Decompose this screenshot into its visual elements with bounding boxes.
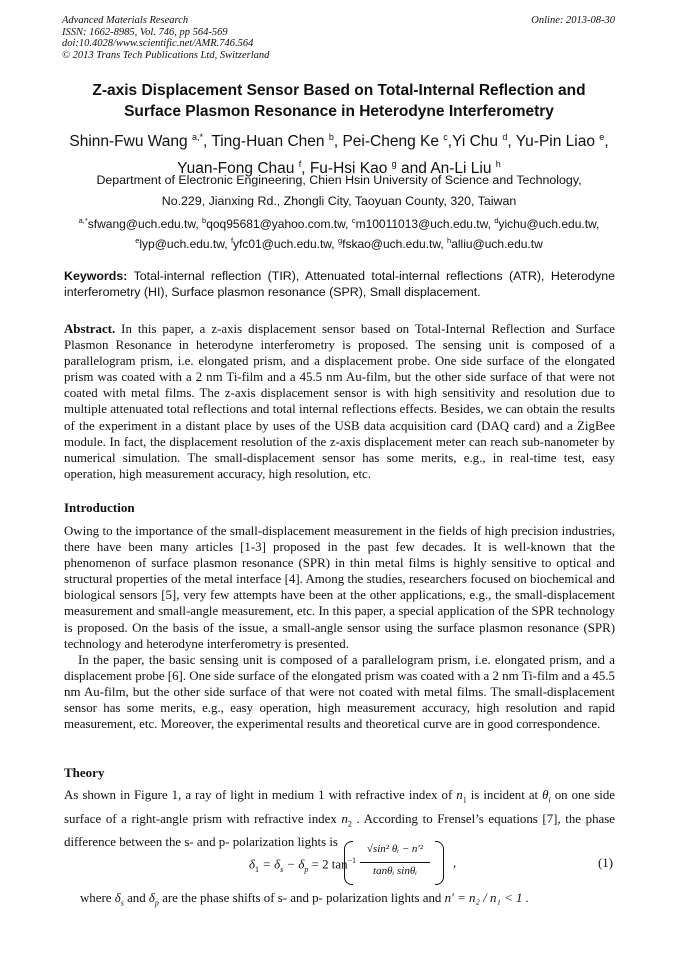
author-affiliation-mark: e bbox=[599, 132, 605, 142]
eq-delta-s: = δ bbox=[259, 857, 281, 872]
keywords-text: Total-internal reflection (TIR), Attenuated total-internal reflections (ATR), Heterodyne interferometry (HI), Surface plasmon resonance (SPR), Small displacement. bbox=[64, 269, 615, 299]
author-name: Yu-Pin Liao bbox=[515, 133, 600, 151]
title-line-1: Z-axis Displacement Sensor Based on Total-Internal Reflection and bbox=[92, 82, 586, 99]
email-address: m10011013@uch.edu.tw, bbox=[355, 217, 495, 231]
eq-delta-1: δ bbox=[249, 857, 255, 872]
equation-number: (1) bbox=[597, 856, 613, 870]
equation-1 bbox=[64, 841, 615, 887]
keywords-label: Keywords: bbox=[64, 269, 128, 283]
symbol-n1: n bbox=[456, 788, 463, 802]
paper-title bbox=[40, 80, 638, 122]
keywords bbox=[64, 268, 615, 300]
symbol-theta-sub: i bbox=[548, 795, 551, 805]
email-address: yfc01@uch.edu.tw, bbox=[233, 236, 338, 251]
where-line bbox=[80, 890, 615, 912]
author-affiliation-mark: d bbox=[502, 132, 508, 142]
where-text-a: where bbox=[80, 891, 115, 905]
affiliation-line-1: Department of Electronic Engineering, Chien Hsin University of Science and Technology, bbox=[96, 173, 582, 187]
abstract-text: In this paper, a z-axis displacement sensor based on Total-Internal Reflection and Surface Plasmon Resonance in heterodyne interferometry is proposed. The sensing unit is composed of a parallelogram prism, i.e. elongated prism, and a displacement probe. One side surface of the elongated prism was coated with a 2 nm Ti-film and a 45.5 nm Au-film, but the other side surface of that were not coated with metal films. The z-axis displacement sensor is with high sensitivity and resolution due to multiple attenuated total reflections and total internal reflections effects. Besides, we can obtain the results of the experiment in a distant place by uses of the USB data acquisition card (DAQ card) and a ZigBee module. In fact, the displacement resolution of the z-axis displacement meter can reach sub-nanometer by numerical simulation. The small-displacement sensor has some merits, e.g., in real-time test, easy operation, high measurement accuracy, high resolution, etc. bbox=[64, 322, 615, 481]
author-name: Ting-Huan Chen bbox=[211, 133, 329, 151]
eq-delta-p-sub: p bbox=[304, 864, 309, 874]
email-mark: d bbox=[494, 216, 499, 225]
equation-lhs bbox=[249, 856, 356, 874]
email-address: fskao@uch.edu.tw, bbox=[342, 236, 448, 251]
where-text-b: are the phase shifts of s- and p- polarization lights and bbox=[158, 891, 445, 905]
introduction-paragraph-1: Owing to the importance of the small-displacement measurement in the fields of high precision industries, there have been many articles [1-3] proposed in the past few decades. It is well-known that the phenomenon of surface plasmon resonance (SPR) in thin metal films is highly sensitive to optical and structural properties of the metal interface [4]. Among the studies, researchers focused on biochemical and biological sensors [5], very few attempts have been at the other applications, e.g., the small-displacement measurement and small-angle measurement, etc. In this paper, a special application of the SPR technology is proposed. On the basis of the issue, a small-angle sensor using the surface plasmon resonance (SPR) technology and heterodyne interferometry is presented. bbox=[64, 524, 615, 651]
issn-line: ISSN: 1662-8985, Vol. 746, pp 564-569 bbox=[62, 26, 228, 38]
email-list bbox=[40, 213, 638, 252]
theory-text-b: is incident at bbox=[466, 788, 543, 802]
title-line-2: Surface Plasmon Resonance in Heterodyne Interferometry bbox=[124, 103, 554, 120]
right-parenthesis bbox=[435, 841, 444, 885]
author-affiliation-mark: a,* bbox=[191, 132, 203, 142]
left-parenthesis bbox=[344, 841, 353, 885]
author-name: Yi Chu bbox=[452, 133, 503, 151]
author-separator: , bbox=[447, 133, 453, 151]
author-name: An-Li Liu bbox=[430, 160, 496, 178]
email-mark: e bbox=[135, 235, 140, 245]
email-mark: h bbox=[447, 235, 452, 245]
email-mark: b bbox=[202, 216, 207, 225]
theory-heading: Theory bbox=[64, 765, 105, 780]
journal-name: Advanced Materials Research bbox=[62, 15, 189, 26]
introduction-paragraph-2: In the paper, the basic sensing unit is composed of a parallelogram prism, i.e. elongated prism, and a displacement probe [6]. One side surface of the elongated prism was coated with a 2 nm Ti-film and a 45.5 nm Au-film, but the other side surface of that were not coated with metal films. The small-displacement sensor has some merits, e.g., easy operation, high measurement accuracy, high resolution and rapid measurement, etc. Moreover, the experimental results and theoretical curve are in good correspondence. bbox=[64, 652, 615, 732]
author-affiliation-mark: c bbox=[443, 132, 448, 142]
email-address: qoq95681@yahoo.com.tw, bbox=[206, 217, 352, 231]
equation-comma: , bbox=[453, 856, 457, 870]
email-address: yichu@uch.edu.tw, bbox=[498, 217, 600, 231]
eq-arctan: = 2 tan bbox=[308, 857, 348, 872]
fraction-bar bbox=[360, 862, 430, 863]
fraction-numerator: √sin² θᵢ − n′² bbox=[366, 843, 424, 855]
where-delta-s-sub: s bbox=[120, 898, 124, 908]
theory-section bbox=[64, 765, 615, 851]
email-mark: c bbox=[351, 216, 356, 225]
author-affiliation-mark: g bbox=[391, 159, 397, 170]
author-separator: , bbox=[333, 133, 343, 151]
author-name: Yuan-Fong Chau bbox=[177, 160, 299, 178]
eq-arctan-sup: −1 bbox=[347, 856, 357, 865]
email-address: alliu@uch.edu.tw bbox=[451, 236, 543, 251]
introduction-section bbox=[64, 500, 615, 732]
author-affiliation-mark: b bbox=[328, 132, 334, 142]
abstract-label: Abstract. bbox=[64, 322, 116, 336]
author-affiliation-mark: f bbox=[298, 159, 302, 170]
affiliation-line-2: No.229, Jianxing Rd., Zhongli City, Taoyuan County, 320, Taiwan bbox=[161, 194, 517, 208]
theory-text-d: . According to Frensel’s equations [7], the phase difference between the s- and p- polarization lights is bbox=[64, 811, 615, 850]
eq-delta-p: − δ bbox=[283, 857, 305, 872]
author-affiliation-mark: h bbox=[495, 159, 501, 170]
author-name: Fu-Hsi Kao bbox=[309, 160, 392, 178]
eq-delta-1-sub: 1 bbox=[255, 864, 259, 874]
copyright-line: © 2013 Trans Tech Publications Ltd, Switzerland bbox=[62, 49, 270, 61]
author-separator: , bbox=[203, 133, 212, 151]
where-delta-s: δ bbox=[114, 891, 121, 905]
author-separator: and bbox=[396, 160, 431, 178]
eq-delta-s-sub: s bbox=[280, 864, 284, 874]
author-name: Pei-Cheng Ke bbox=[342, 133, 444, 151]
where-delta-p: δ bbox=[148, 891, 155, 905]
symbol-n2: n bbox=[341, 811, 348, 826]
theory-text-a: As shown in Figure 1, a ray of light in medium 1 with refractive index of bbox=[64, 788, 457, 802]
author-separator: , bbox=[301, 160, 310, 178]
journal-header bbox=[62, 15, 269, 61]
email-address: lyp@uch.edu.tw, bbox=[139, 236, 231, 251]
where-relation: n′ = n₂ / n₁ < 1 . bbox=[444, 891, 529, 905]
introduction-heading: Introduction bbox=[64, 500, 135, 515]
email-line-2 bbox=[40, 233, 638, 253]
fraction-denominator: tanθᵢ sinθᵢ bbox=[373, 865, 417, 877]
where-and: and bbox=[123, 891, 149, 905]
email-mark: f bbox=[230, 235, 234, 245]
email-address: sfwang@uch.edu.tw, bbox=[87, 217, 203, 231]
theory-text-c: on one side surface of a right-angle prism with refractive index bbox=[64, 788, 615, 826]
author-separator: , bbox=[507, 133, 516, 151]
email-mark: a,* bbox=[78, 216, 88, 225]
author-separator: , bbox=[604, 133, 609, 151]
equation-fraction bbox=[344, 841, 444, 885]
online-date: Online: 2013-08-30 bbox=[531, 15, 615, 26]
author-name: Shinn-Fwu Wang bbox=[69, 133, 192, 151]
abstract bbox=[64, 321, 615, 482]
symbol-n2-sub: 2 bbox=[347, 819, 352, 829]
where-delta-p-sub: p bbox=[154, 898, 159, 908]
doi-line: doi:10.4028/www.scientific.net/AMR.746.564 bbox=[62, 38, 254, 49]
symbol-theta: θ bbox=[542, 788, 549, 802]
email-mark: g bbox=[337, 235, 343, 245]
email-line-1 bbox=[40, 213, 638, 233]
symbol-n1-sub: 1 bbox=[462, 795, 467, 805]
